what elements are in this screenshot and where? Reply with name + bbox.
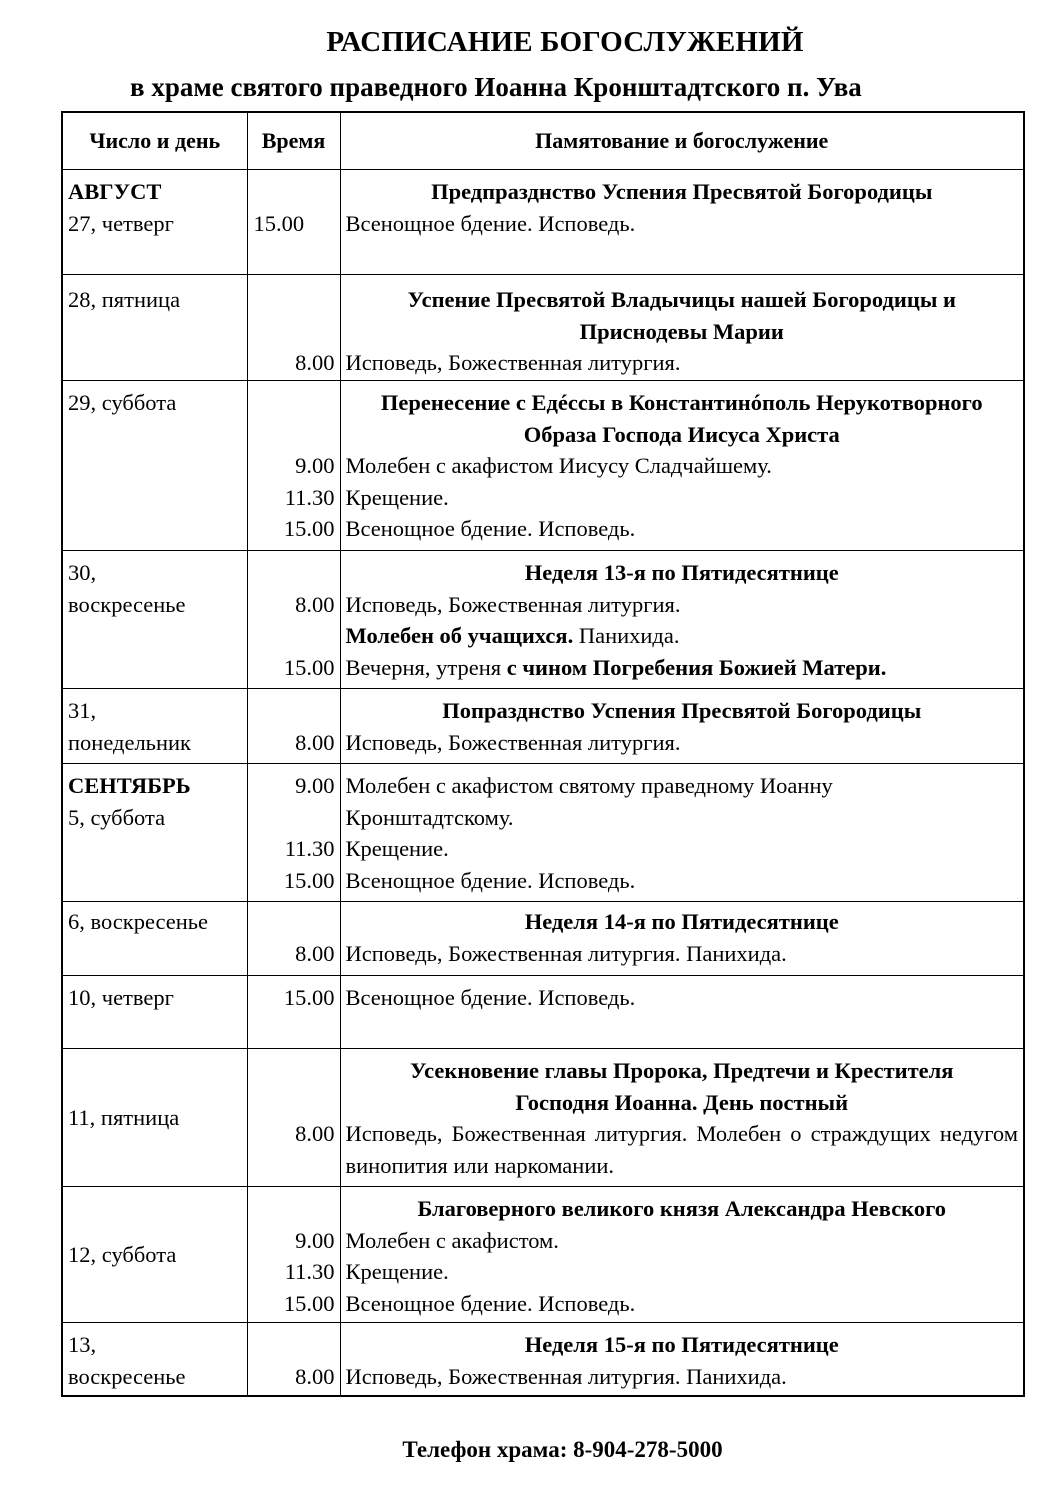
table-row (62, 976, 1024, 1049)
time-value: 9.00 (295, 1227, 335, 1253)
time-value: 15.00 (283, 867, 335, 893)
table-header-row (62, 112, 1024, 170)
service-text: Вечерня, утреня (345, 654, 507, 680)
page-subtitle: в храме святого праведного Иоанна Кронштадтского п. Ува (130, 72, 862, 102)
header-time: Время (247, 112, 340, 170)
day-label: 27, четверг (68, 210, 174, 236)
service-text: Исповедь, Божественная литургия. Молебен о страждущих недугом винопития или наркомании. (345, 1121, 1018, 1178)
month-label: АВГУСТ (68, 179, 162, 204)
table-row (62, 381, 1024, 551)
date-cell (62, 170, 247, 275)
service-text: Молебен с акафистом святому праведному Иоанну Кронштадтскому. (345, 773, 833, 830)
table-row (62, 1049, 1024, 1187)
date-cell (62, 381, 247, 551)
service-text: Исповедь, Божественная литургия. (345, 350, 681, 375)
date-cell (62, 275, 247, 381)
service-cell (340, 689, 1024, 764)
time-value: 11.30 (284, 484, 335, 510)
time-cell (247, 976, 340, 1049)
day-label: 5, суббота (68, 804, 166, 830)
day-label: 6, воскресенье (68, 909, 209, 934)
time-value: 8.00 (295, 591, 335, 617)
table-row (62, 1187, 1024, 1323)
feast-title: Успение Пресвятой Владычицы нашей Богородицы и Приснодевы Марии (407, 287, 956, 344)
service-cell (340, 551, 1024, 689)
service-text (346, 652, 1019, 684)
time-cell (247, 902, 340, 976)
page-title: РАСПИСАНИЕ БОГОСЛУЖЕНИЙ (326, 26, 804, 58)
day-label: 11, пятница (68, 1104, 180, 1130)
date-cell (62, 902, 247, 976)
feast-title: Предпразднство Успения Пресвятой Богородицы (431, 179, 933, 204)
header-date: Число и день (62, 112, 247, 170)
service-cell (340, 1323, 1024, 1396)
service-text: Крещение. (345, 836, 449, 861)
time-value: 11.30 (284, 1259, 335, 1284)
service-text: Крещение. (345, 1259, 449, 1284)
time-value: 15.00 (283, 985, 335, 1010)
phone-footer: Телефон храма: 8-904-278-5000 (402, 1437, 723, 1462)
day-label: 28, пятница (68, 287, 181, 312)
time-cell (247, 551, 340, 689)
service-cell (340, 170, 1024, 275)
date-cell (62, 764, 247, 902)
service-cell (340, 1187, 1024, 1323)
time-cell (247, 1323, 340, 1396)
day-label: 13, (68, 1332, 97, 1357)
bold-service: с чином Погребения Божией Матери. (506, 654, 887, 680)
service-text: Исповедь, Божественная литургия. (345, 591, 681, 617)
service-cell (340, 381, 1024, 551)
service-text: Крещение. (345, 484, 449, 510)
service-text: Всенощное бдение. Исповедь. (345, 210, 636, 236)
service-cell (340, 976, 1024, 1049)
table-row (62, 1323, 1024, 1396)
schedule-table (61, 111, 1025, 1397)
feast-title: Благоверного великого князя Александра Невского (417, 1196, 947, 1221)
date-cell (62, 976, 247, 1049)
time-value: 8.00 (295, 729, 335, 755)
time-cell (247, 170, 340, 275)
table-row (62, 902, 1024, 976)
time-cell (247, 764, 340, 902)
service-text: Панихида. (578, 623, 680, 648)
date-cell (62, 1187, 247, 1323)
feast-title: Перенесение с Едéссы в Константинóполь Нерукотворного Образа Господа Иисуса Христа (380, 390, 983, 447)
time-value: 15.00 (253, 210, 305, 236)
service-text: Всенощное бдение. Исповедь. (345, 516, 636, 541)
table-row (62, 275, 1024, 381)
table-row (62, 551, 1024, 689)
time-value: 15.00 (283, 1290, 335, 1316)
time-cell (247, 381, 340, 551)
table-row (62, 170, 1024, 275)
date-cell (62, 551, 247, 689)
date-cell (62, 689, 247, 764)
feast-title: Неделя 15-я по Пятидесятнице (524, 1332, 839, 1357)
day-label: 12, суббота (68, 1241, 177, 1267)
service-text: Всенощное бдение. Исповедь. (345, 1290, 636, 1316)
service-text: Исповедь, Божественная литургия. (345, 729, 681, 755)
table-row (62, 764, 1024, 902)
table-row (62, 689, 1024, 764)
time-value: 8.00 (295, 350, 335, 375)
header-service: Памятование и богослужение (340, 112, 1024, 170)
date-cell (62, 1323, 247, 1396)
bold-service: Молебен об учащихся. (345, 623, 574, 648)
day-label: понедельник (68, 729, 191, 755)
service-cell (340, 1049, 1024, 1187)
feast-title: Неделя 13-я по Пятидесятнице (524, 560, 839, 585)
time-value: 15.00 (283, 654, 335, 680)
service-cell (340, 275, 1024, 381)
month-label: СЕНТЯБРЬ (68, 773, 191, 798)
service-text: Исповедь, Божественная литургия. Панихида. (345, 940, 787, 966)
service-text: Всенощное бдение. Исповедь. (345, 985, 636, 1010)
service-text: Молебен с акафистом Иисусу Сладчайшему. (345, 453, 772, 478)
service-text (346, 620, 1019, 652)
service-text: Всенощное бдение. Исповедь. (345, 867, 636, 893)
time-value: 8.00 (295, 1121, 335, 1146)
day-label: воскресенье (68, 591, 186, 617)
day-label: 10, четверг (68, 985, 174, 1010)
feast-title: Попразднство Успения Пресвятой Богородицы (442, 698, 922, 723)
date-cell (62, 1049, 247, 1187)
day-label: 31, (68, 698, 97, 723)
feast-title: Усекновение главы Пророка, Предтечи и Крестителя Господня Иоанна. День постный (410, 1058, 954, 1115)
day-label: 29, суббота (68, 390, 177, 415)
service-cell (340, 764, 1024, 902)
service-text: Молебен с акафистом. (345, 1227, 559, 1253)
time-value: 9.00 (295, 773, 335, 798)
time-value: 8.00 (295, 940, 335, 966)
time-cell (247, 1187, 340, 1323)
time-cell (247, 275, 340, 381)
feast-title: Неделя 14-я по Пятидесятнице (524, 909, 839, 934)
time-value: 8.00 (295, 1363, 335, 1389)
time-cell (247, 689, 340, 764)
time-value: 15.00 (283, 516, 335, 541)
service-cell (340, 902, 1024, 976)
service-text: Исповедь, Божественная литургия. Панихида. (345, 1363, 787, 1389)
time-cell (247, 1049, 340, 1187)
time-value: 9.00 (295, 453, 335, 478)
day-label: воскресенье (68, 1363, 186, 1389)
time-value: 11.30 (284, 836, 335, 861)
day-label: 30, (68, 560, 97, 585)
